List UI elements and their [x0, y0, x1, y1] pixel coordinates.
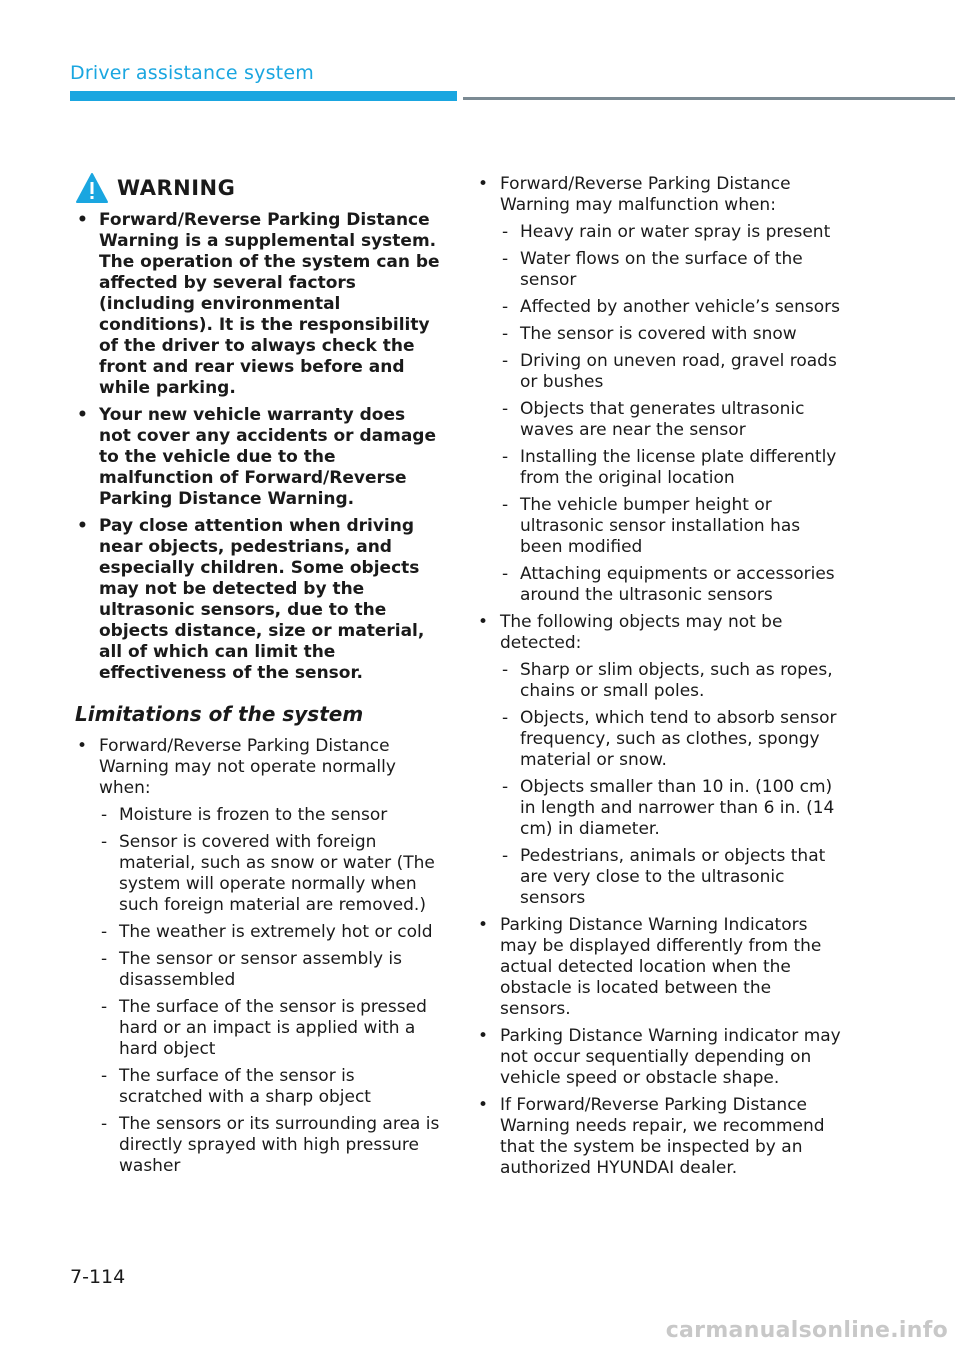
- sub-list-item: - The vehicle bumper height or ultrasonic sensor installation has been modified: [500, 495, 842, 558]
- warning-triangle-icon: [75, 172, 109, 204]
- warning-list: [75, 210, 441, 684]
- warning-title: WARNING: [117, 176, 236, 200]
- sub-list-item: - Moisture is frozen to the sensor: [99, 805, 441, 826]
- sub-list: [500, 222, 842, 606]
- list-item: • Parking Distance Warning Indicators may be displayed differently from the actual detected location when the obstacle is located between the sensors.: [476, 915, 842, 1020]
- sub-list-item: - Pedestrians, animals or objects that are very close to the ultrasonic sensors: [500, 846, 842, 909]
- sub-list-item: - Affected by another vehicle’s sensors: [500, 297, 842, 318]
- sub-list-item: - Attaching equipments or accessories around the ultrasonic sensors: [500, 564, 842, 606]
- limitations-list-left: [75, 736, 441, 1177]
- limitations-list-right: [476, 174, 842, 1179]
- page-number: 7-114: [70, 1266, 126, 1288]
- sub-list-item: - The sensor or sensor assembly is disassembled: [99, 949, 441, 991]
- sub-list-item: - Objects smaller than 10 in. (100 cm) in length and narrower than 6 in. (14 cm) in diameter.: [500, 777, 842, 840]
- list-item: • Forward/Reverse Parking Distance Warning is a supplemental system. The operation of the system can be affected by several factors (including environmental conditions). It is the responsibility of the driver to always check the front and rear views before and while parking.: [75, 210, 441, 399]
- sub-list-item: - Installing the license plate differently from the original location: [500, 447, 842, 489]
- warning-header: [75, 172, 441, 204]
- list-item: • If Forward/Reverse Parking Distance Warning needs repair, we recommend that the system be inspected by an authorized HYUNDAI dealer.: [476, 1095, 842, 1179]
- sub-list: [500, 660, 842, 909]
- sub-list-item: - Heavy rain or water spray is present: [500, 222, 842, 243]
- list-item-text: Forward/Reverse Parking Distance Warning may not operate normally when:: [99, 736, 396, 798]
- sub-list-item: - Water flows on the surface of the sensor: [500, 249, 842, 291]
- sub-list-item: - Sharp or slim objects, such as ropes, chains or small poles.: [500, 660, 842, 702]
- list-item-text: The following objects may not be detected:: [500, 612, 783, 653]
- list-item: [476, 174, 842, 606]
- watermark: carmanualsonline.info: [665, 1318, 948, 1343]
- section-title: Driver assistance system: [70, 62, 314, 84]
- sub-list-item: - Objects, which tend to absorb sensor frequency, such as clothes, spongy material or snow.: [500, 708, 842, 771]
- sub-list-item: - The surface of the sensor is scratched with a sharp object: [99, 1066, 441, 1108]
- sub-list-item: - The surface of the sensor is pressed hard or an impact is applied with a hard object: [99, 997, 441, 1060]
- sub-list-item: - Driving on uneven road, gravel roads or bushes: [500, 351, 842, 393]
- list-item-text: Forward/Reverse Parking Distance Warning may malfunction when:: [500, 174, 791, 215]
- list-item: • Parking Distance Warning indicator may not occur sequentially depending on vehicle speed or obstacle shape.: [476, 1026, 842, 1089]
- limitations-heading: Limitations of the system: [75, 702, 364, 726]
- list-item: [75, 736, 441, 1177]
- sub-list-item: - Objects that generates ultrasonic waves are near the sensor: [500, 399, 842, 441]
- sub-list: [99, 805, 441, 1177]
- sub-list-item: - The sensors or its surrounding area is directly sprayed with high pressure washer: [99, 1114, 441, 1177]
- list-item: • Your new vehicle warranty does not cover any accidents or damage to the vehicle due to the malfunction of Forward/Reverse Parking Distance Warning.: [75, 405, 441, 510]
- list-item: • Pay close attention when driving near objects, pedestrians, and especially children. Some objects may not be detected by the ultrasonic sensors, due to the objects distance, size or material, all of which can limit the effectiveness of the sensor.: [75, 516, 441, 684]
- right-column: [476, 174, 842, 1185]
- sub-list-item: - Sensor is covered with foreign material, such as snow or water (The system will operate normally when such foreign material are removed.): [99, 832, 441, 916]
- sub-list-item: - The weather is extremely hot or cold: [99, 922, 441, 943]
- header-bar-accent: [70, 91, 457, 101]
- list-item: [476, 612, 842, 909]
- sub-list-item: - The sensor is covered with snow: [500, 324, 842, 345]
- header-bar-divider: [463, 97, 955, 100]
- left-column: [75, 172, 441, 1183]
